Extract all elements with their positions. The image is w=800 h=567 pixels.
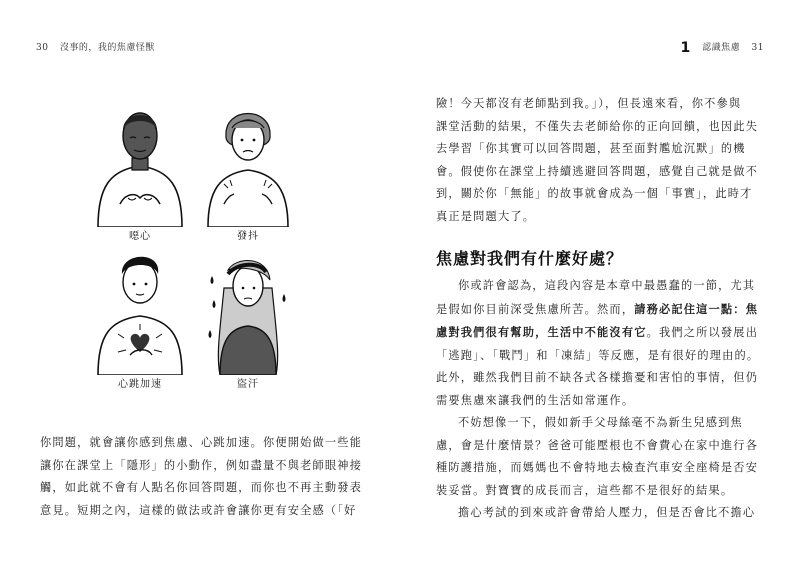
right-page — [400, 0, 800, 567]
text-line: 不妨想像一下，假如新手父母絲毫不為新生兒感到焦 — [458, 416, 743, 429]
chapter-number: 1 — [680, 40, 691, 56]
text-run: 是假如你目前深受焦慮所苦。然而， — [436, 302, 635, 316]
left-running-title: 沒事的，我的焦慮怪獸 — [59, 43, 155, 53]
text-line: 種防護措施，而媽媽也不會特地去檢查汽車安全座椅是否安 — [436, 461, 759, 474]
figure-caption: 心跳加速 — [118, 379, 162, 390]
right-running-title: 認識焦慮 — [702, 43, 741, 53]
emphasis-text: 請務必記住這一點：焦 — [634, 301, 759, 316]
text-line: 讓你在課堂上「隱形」的小動作，例如盡量不與老師眼神接 — [40, 458, 363, 472]
man-heart-racing-illustration — [90, 240, 190, 390]
right-top-paragraph — [436, 93, 766, 228]
figure-caption: 盜汗 — [237, 379, 259, 390]
text-line — [436, 321, 766, 345]
text-line: 意見。短期之內，這樣的做法或許會讓你更有安全感（「好 — [40, 503, 357, 517]
text-line: 慮，會是什麼情景？爸爸可能壓根也不會費心在家中進行各 — [436, 438, 759, 452]
sweating-woman-illustration — [198, 240, 298, 390]
section-title: 焦慮對我們有什麼好處？ — [436, 249, 624, 268]
left-running-head — [36, 40, 155, 53]
text-line: 「逃跑」、「戰鬥」和「凍結」等反應，是有很好的理由的。 — [436, 348, 760, 362]
right-section-body — [436, 275, 766, 525]
text-line: 觸，如此就不會有人點名你回答問題，而你也不再主動發表 — [40, 481, 363, 494]
text-line: 課堂活動的結果，不僅失去老師給你的正向回饋，也因此失 — [436, 119, 759, 133]
symptom-illustrations — [90, 92, 300, 392]
text-line: 你或許會認為，這段內容是本章中最愚蠢的一節，尤其 — [458, 279, 756, 292]
text-line: 裝妥當。對寶寶的成長而言，這些都不是很好的結果。 — [436, 483, 734, 497]
trembling-person-illustration — [198, 92, 298, 242]
left-body-paragraph — [40, 432, 365, 522]
text-run: 。我們之所以發展出 — [646, 326, 759, 339]
woman-holding-stomach-illustration — [90, 92, 190, 242]
text-line: 險！今天都沒有老師點到我。」），但長遠來看，你不參與 — [436, 97, 742, 110]
text-line: 擔心考試的到來或許會帶給人壓力，但是否會比不擔心 — [458, 506, 756, 519]
figure-caption: 噁心 — [129, 231, 151, 242]
text-line: 去學習「你其實可以回答問題，甚至面對尷尬沉默」的機 — [436, 142, 746, 155]
emphasis-text: 慮對我們很有幫助，生活中不能沒有它 — [436, 325, 647, 339]
left-page-number: 30 — [36, 43, 49, 53]
figure-caption: 發抖 — [237, 231, 259, 242]
text-line: 你問題，就會讓你感到焦慮、心跳加速。你便開始做一些能 — [40, 436, 363, 449]
text-line: 真正是問題大了。 — [436, 209, 536, 223]
text-line: 需要焦慮來讓我們的生活如常運作。 — [436, 393, 635, 407]
right-page-number: 31 — [751, 43, 764, 53]
text-line: 此外，雖然我們目前不缺各式各樣擔憂和害怕的事情，但仍 — [436, 371, 759, 384]
text-line: 會。假使你在課堂上持續逃避回答問題，感覺自己就是做不 — [436, 164, 759, 178]
text-line: 到，關於你「無能」的故事就會成為一個「事實」，此時才 — [436, 187, 753, 200]
text-line — [436, 298, 766, 322]
right-running-head — [681, 40, 764, 56]
